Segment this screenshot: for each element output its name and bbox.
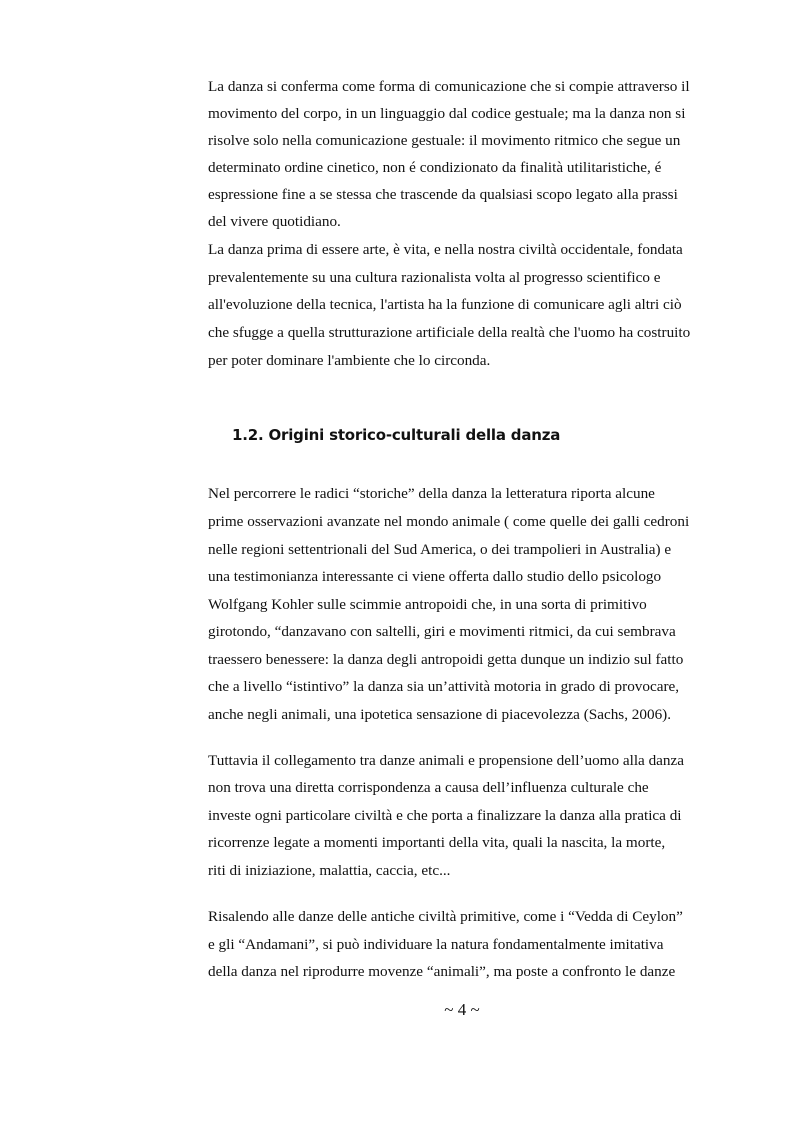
text-line: all'evoluzione della tecnica, l'artista ha la funzione di comunicare agli altri ciò	[208, 296, 682, 313]
page-number: ~ 4 ~	[444, 1000, 480, 1019]
text-line: prime osservazioni avanzate nel mondo animale ( come quelle dei galli cedroni	[208, 513, 690, 530]
text-line: determinato ordine cinetico, non é condizionato da finalità utilitaristiche, é	[208, 159, 662, 176]
text-line: La danza prima di essere arte, è vita, e nella nostra civiltà occidentale, fondata	[208, 241, 683, 258]
text-line: risolve solo nella comunicazione gestuale: il movimento ritmico che segue un	[208, 132, 681, 149]
text-line: riti di iniziazione, malattia, caccia, etc...	[208, 862, 451, 879]
text-line: espressione fine a se stessa che trascende da qualsiasi scopo legato alla prassi	[208, 186, 678, 203]
text-line: ricorrenze legate a momenti importanti della vita, quali la nascita, la morte,	[208, 834, 666, 851]
text-line: Nel percorrere le radici “storiche” della danza la letteratura riporta alcune	[208, 485, 655, 502]
text-line: nelle regioni settentrionali del Sud America, o dei trampolieri in Australia) e	[208, 541, 672, 558]
text-line: che sfugge a quella strutturazione artificiale della realtà che l'uomo ha costruito	[208, 324, 691, 341]
text-line: traessero benessere: la danza degli antropoidi getta dunque un indizio sul fatto	[208, 651, 684, 668]
text-line: non trova una diretta corrispondenza a causa dell’influenza culturale che	[208, 779, 649, 796]
text-line: investe ogni particolare civiltà e che porta a finalizzare la danza alla pratica di	[208, 807, 682, 824]
text-line: Wolfgang Kohler sulle scimmie antropoidi che, in una sorta di primitivo	[208, 596, 647, 613]
section-heading: 1.2. Origini storico-culturali della danza	[232, 426, 561, 444]
text-line: una testimonianza interessante ci viene offerta dallo studio dello psicologo	[208, 568, 662, 585]
text-line: per poter dominare l'ambiente che lo circonda.	[208, 352, 491, 369]
text-line: che a livello “istintivo” la danza sia un’attività motoria in grado di provocare,	[208, 678, 680, 695]
text-line: Tuttavia il collegamento tra danze animali e propensione dell’uomo alla danza	[208, 752, 684, 769]
text-line: della danza nel riprodurre movenze “animali”, ma poste a confronto le danze	[208, 963, 676, 980]
text-line: prevalentemente su una cultura razionalista volta al progresso scientifico e	[208, 269, 661, 286]
text-line: La danza si conferma come forma di comunicazione che si compie attraverso il	[208, 78, 690, 95]
text-line: Risalendo alle danze delle antiche civiltà primitive, come i “Vedda di Ceylon”	[208, 908, 683, 925]
text-line: del vivere quotidiano.	[208, 213, 341, 230]
text-line: movimento del corpo, in un linguaggio dal codice gestuale; ma la danza non si	[208, 105, 686, 122]
text-line: anche negli animali, una ipotetica sensazione di piacevolezza (Sachs, 2006).	[208, 706, 672, 723]
text-line: e gli “Andamani”, si può individuare la natura fondamentalmente imitativa	[208, 936, 664, 953]
text-line: girotondo, “danzavano con saltelli, giri e movimenti ritmici, da cui sembrava	[208, 623, 676, 640]
